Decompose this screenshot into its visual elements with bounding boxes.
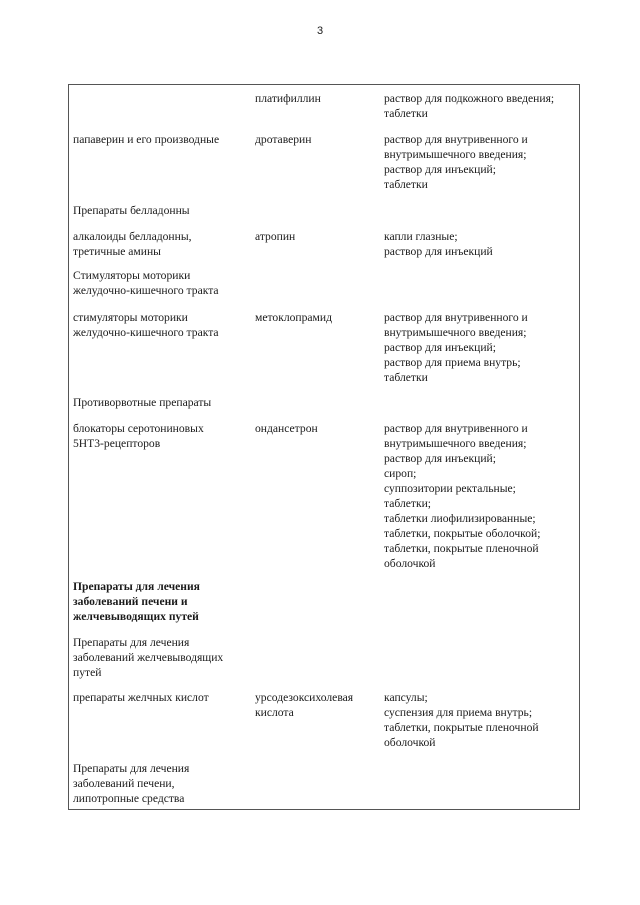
group-cell: [73, 310, 249, 340]
group-cell-line: папаверин и его производные: [73, 133, 220, 146]
form-cell-line: оболочкой: [384, 736, 436, 749]
drug-cell: [255, 91, 373, 106]
form-cell-line: таблетки: [384, 371, 428, 384]
drug-cell: [255, 690, 373, 720]
group-cell: [73, 229, 249, 259]
page-number: 3: [316, 25, 324, 37]
group-cell: [73, 421, 249, 451]
drug-cell-line: дротаверин: [255, 133, 312, 146]
drug-cell-line: метоклопрамид: [255, 311, 332, 324]
form-cell: [384, 229, 580, 259]
form-cell: [384, 690, 580, 750]
drug-cell-line: платифиллин: [255, 92, 321, 105]
group-cell: [73, 761, 249, 806]
group-cell-line: Противорвотные препараты: [73, 396, 212, 409]
form-cell-line: раствор для инъекций;: [384, 452, 496, 465]
form-cell-line: раствор для внутривенного и: [384, 311, 528, 324]
drug-cell: [255, 132, 373, 147]
form-cell-line: внутримышечного введения;: [384, 148, 527, 161]
group-cell-line: третичные амины: [73, 245, 161, 258]
form-cell-line: раствор для приема внутрь;: [384, 356, 521, 369]
form-cell-line: раствор для инъекций;: [384, 341, 496, 354]
drug-cell: [255, 229, 373, 244]
group-cell-line: желудочно-кишечного тракта: [73, 326, 219, 339]
form-cell-line: раствор для внутривенного и: [384, 133, 528, 146]
form-cell-line: таблетки;: [384, 497, 432, 510]
form-cell-line: раствор для подкожного введения;: [384, 92, 555, 105]
form-cell: [384, 91, 580, 121]
group-cell-line: заболеваний печени и: [73, 595, 188, 608]
form-cell-line: таблетки: [384, 107, 428, 120]
group-cell-line: желчевыводящих путей: [73, 610, 199, 623]
form-cell-line: оболочкой: [384, 557, 436, 570]
group-cell-line: Стимуляторы моторики: [73, 269, 191, 282]
group-cell: [73, 579, 249, 624]
form-cell: [384, 421, 580, 571]
group-cell-line: желудочно-кишечного тракта: [73, 284, 219, 297]
group-cell-line: Препараты для лечения: [73, 580, 200, 593]
form-cell-line: таблетки лиофилизированные;: [384, 512, 536, 525]
form-cell-line: раствор для инъекций: [384, 245, 493, 258]
group-cell-line: заболеваний печени,: [73, 777, 175, 790]
group-cell-line: блокаторы серотониновых: [73, 422, 204, 435]
form-cell-line: раствор для внутривенного и: [384, 422, 528, 435]
group-cell-line: 5HT3-рецепторов: [73, 437, 161, 450]
group-cell-line: Препараты для лечения: [73, 762, 190, 775]
drug-cell: [255, 421, 373, 436]
group-cell-line: алкалоиды белладонны,: [73, 230, 192, 243]
form-cell-line: капли глазные;: [384, 230, 458, 243]
drug-cell-line: ондансетрон: [255, 422, 318, 435]
group-cell-line: Препараты белладонны: [73, 204, 190, 217]
drug-cell-line: атропин: [255, 230, 296, 243]
group-cell: [73, 690, 249, 705]
group-cell-line: заболеваний желчевыводящих: [73, 651, 224, 664]
form-cell-line: внутримышечного введения;: [384, 437, 527, 450]
form-cell-line: суспензия для приема внутрь;: [384, 706, 533, 719]
form-cell-line: таблетки, покрытые пленочной: [384, 542, 539, 555]
group-cell-line: стимуляторы моторики: [73, 311, 188, 324]
drug-cell: [255, 310, 373, 325]
drug-cell-line: урсодезоксихолевая: [255, 691, 354, 704]
form-cell-line: таблетки: [384, 178, 428, 191]
group-cell: [73, 203, 249, 218]
form-cell-line: сироп;: [384, 467, 417, 480]
group-cell: [73, 268, 249, 298]
form-cell-line: внутримышечного введения;: [384, 326, 527, 339]
group-cell-line: препараты желчных кислот: [73, 691, 209, 704]
group-cell-line: Препараты для лечения: [73, 636, 190, 649]
form-cell: [384, 310, 580, 385]
group-cell: [73, 395, 249, 410]
group-cell: [73, 635, 249, 680]
form-cell-line: таблетки, покрытые оболочкой;: [384, 527, 541, 540]
form-cell: [384, 132, 580, 192]
group-cell-line: липотропные средства: [73, 792, 185, 805]
form-cell-line: капсулы;: [384, 691, 428, 704]
drug-cell-line: кислота: [255, 706, 294, 719]
form-cell-line: суппозитории ректальные;: [384, 482, 516, 495]
group-cell: [73, 132, 249, 147]
group-cell-line: путей: [73, 666, 102, 679]
form-cell-line: таблетки, покрытые пленочной: [384, 721, 539, 734]
form-cell-line: раствор для инъекций;: [384, 163, 496, 176]
